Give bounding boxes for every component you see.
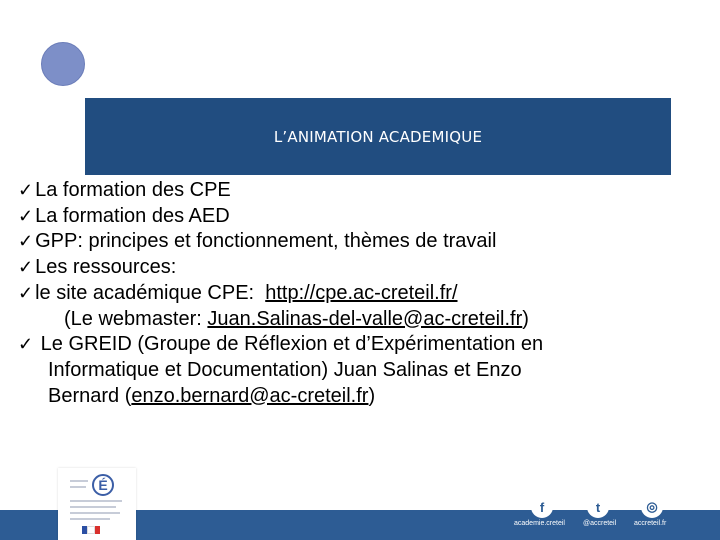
- check-icon: ✓: [18, 334, 34, 355]
- decorative-circle: [41, 42, 85, 86]
- dribbble-icon[interactable]: ◎: [641, 496, 663, 518]
- list-item-site: ✓ le site académique CPE: http://cpe.ac-creteil.fr/: [18, 281, 458, 304]
- header-banner: [85, 98, 671, 175]
- dribbble-label: accreteil.fr: [634, 520, 667, 527]
- facebook-label: academie.creteil: [514, 520, 565, 527]
- french-flag-icon: [82, 526, 100, 534]
- twitter-label: @accreteil: [583, 520, 617, 527]
- greid-line-2: Informatique et Documentation) Juan Salinas et Enzo: [48, 358, 522, 381]
- list-item: ✓ Les ressources:: [18, 256, 177, 279]
- page-title: L’ANIMATION ACADEMIQUE: [273, 127, 483, 146]
- twitter-icon[interactable]: t: [587, 496, 609, 518]
- webmaster-line: (Le webmaster: Juan.Salinas-del-valle@ac-creteil.fr): [64, 307, 529, 330]
- list-item: ✓ La formation des AED: [18, 204, 230, 227]
- site-link[interactable]: http://cpe.ac-creteil.fr/: [265, 281, 458, 304]
- check-icon: ✓: [18, 282, 34, 303]
- greid-email-link[interactable]: enzo.bernard@ac-creteil.fr: [131, 384, 369, 407]
- list-item: ✓ La formation des CPE: [18, 179, 231, 201]
- check-icon: ✓: [18, 180, 34, 200]
- check-icon: ✓: [18, 205, 34, 226]
- facebook-icon[interactable]: f: [531, 496, 553, 518]
- academy-logo: [58, 468, 136, 540]
- list-item-greid: ✓ Le GREID (Groupe de Réflexion et d’Expérimentation en: [18, 333, 544, 356]
- check-icon: ✓: [18, 257, 34, 278]
- academy-e-icon: É: [92, 474, 114, 496]
- greid-line-3: Bernard (enzo.bernard@ac-creteil.fr): [48, 384, 376, 407]
- list-item: ✓ GPP: principes et fonctionnement, thèmes de travail: [18, 230, 497, 253]
- check-icon: ✓: [18, 231, 34, 252]
- bullet-list: [18, 178, 708, 409]
- webmaster-email-link[interactable]: Juan.Salinas-del-valle@ac-creteil.fr: [207, 307, 523, 330]
